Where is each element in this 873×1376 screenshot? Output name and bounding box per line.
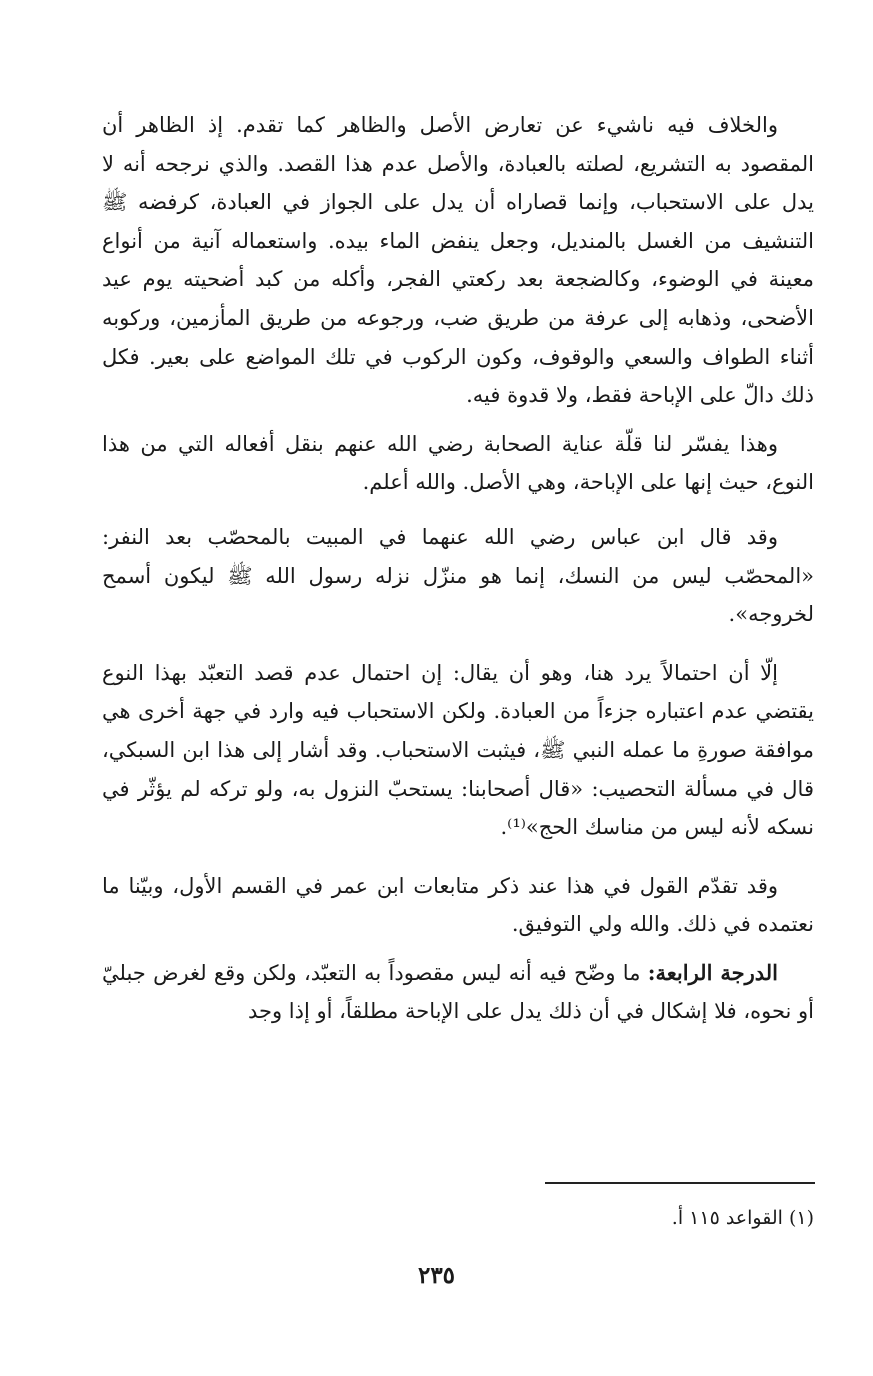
paragraph-6-text: ما وضّح فيه أنه ليس مقصوداً به التعبّد، ولكن وقع لغرض جبليّ أو نحوه، فلا إشكال في أن ذلك يدل على الإباحة مطلقاً، أو إذا وجد — [102, 960, 814, 1024]
page-number: ٢٣٥ — [417, 1262, 456, 1289]
paragraph-5: وقد تقدّم القول في هذا عند ذكر متابعات ابن عمر في القسم الأول، وبيّنا ما نعتمده في ذلك. والله ولي التوفيق. — [102, 873, 814, 937]
paragraph-2: وهذا يفسّر لنا قلّة عناية الصحابة رضي الله عنهم بنقل أفعاله التي من هذا النوع، حيث إنها على الإباحة، وهي الأصل. والله أعلم. — [102, 431, 814, 495]
section-lead: الدرجة الرابعة: — [647, 959, 778, 985]
paragraph-4: إلّا أن احتمالاً يرد هنا، وهو أن يقال: إن احتمال عدم قصد التعبّد بهذا النوع يقتضي عدم اعتباره جزءاً من العبادة. ولكن الاستحباب فيه وارد في جهة أخرى هي موافقة صورةِ ما عمله النبي ﷺ، فيثبت الاستحباب. وقد أشار إلى هذا ابن السبكي، قال في مسألة التحصيب: «قال أصحابنا: يستحبّ النزول به، ولو تركه لم يؤثّر في نسكه لأنه ليس من مناسك الحج»⁽¹⁾. — [102, 660, 814, 840]
paragraph-3: وقد قال ابن عباس رضي الله عنهما في المبيت بالمحصّب بعد النفر: «المحصّب ليس من النسك، إنما هو منزّل نزله رسول الله ﷺ ليكون أسمح لخروجه». — [102, 524, 814, 627]
paragraph-6 — [102, 954, 814, 1031]
paragraph-1: والخلاف فيه ناشيء عن تعارض الأصل والظاهر كما تقدم. إذ الظاهر أن المقصود به التشريع، لصلته بالعبادة، والأصل عدم هذا القصد. والذي نرجحه أنه لا يدل على الاستحباب، وإنما قصاراه أن يدل على الجواز في العبادة، كرفضه ﷺ التنشيف من الغسل بالمنديل، وجعل ينفض الماء بيده. واستعماله آنية من أنواع معينة في الوضوء، وكالضجعة بعد ركعتي الفجر، وأكله من كبد أضحيته يوم عيد الأضحى، وذهابه إلى عرفة من طريق ضب، ورجوعه من طريق المأزمين، وركوبه أثناء الطواف والسعي والوقوف، وكون الركوب في تلك المواضع على بعير. فكل ذلك دالّ على الإباحة فقط، ولا قدوة فيه. — [102, 113, 814, 408]
footnote-divider — [545, 1182, 815, 1184]
main-text — [102, 106, 814, 1031]
footnote: (١) القواعد ١١٥ أ. — [671, 1207, 814, 1229]
